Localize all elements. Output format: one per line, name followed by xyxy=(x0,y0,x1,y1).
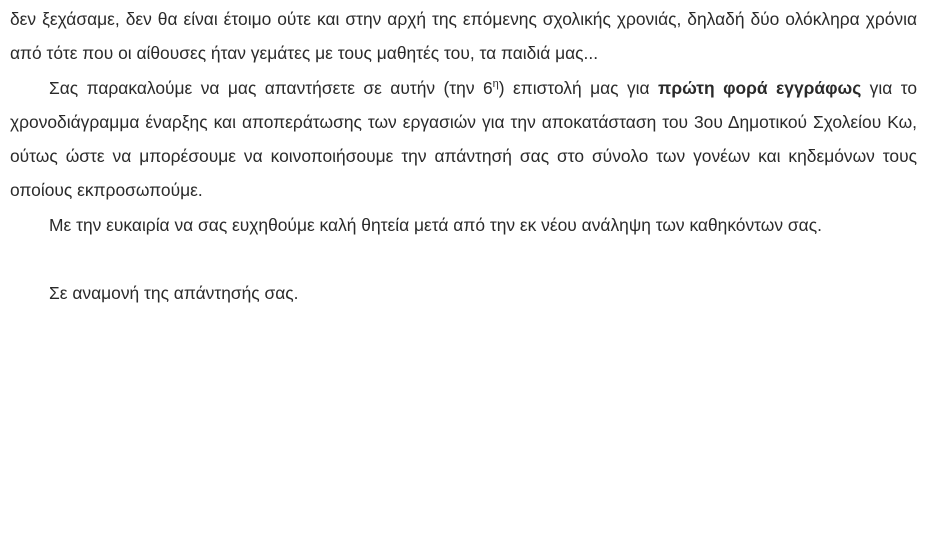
request-text-end: για το χρονοδιάγραμμα έναρξης και αποπεράτωσης των εργασιών για την αποκατάσταση του 3ου Δημοτικού Σχολείου Κω, ούτως ώστε να μπορέσουμε να κοινοποιήσουμε την απάντησή σας στο σύνολο των γονέων και κηδεμόνων τους οποίους εκπροσωπούμε. xyxy=(10,77,918,201)
request-text-start: Σας παρακαλούμε να μας απαντήσετε σε αυτήν (την 6 xyxy=(49,77,493,98)
request-text-middle: ) επιστολή μας για xyxy=(498,77,658,98)
paragraph-request xyxy=(10,71,917,208)
paragraph-wishes: Με την ευκαιρία να σας ευχηθούμε καλή θητεία μετά από την εκ νέου ανάληψη των καθηκόντων σας. xyxy=(49,214,822,235)
paragraph-spacer xyxy=(10,242,917,276)
paragraph-closing: Σε αναμονή της απάντησής σας. xyxy=(49,283,299,304)
emphasis-first-time-written: πρώτη φορά εγγράφως xyxy=(658,77,862,98)
paragraph-continuation: δεν ξεχάσαμε, δεν θα είναι έτοιμο ούτε και στην αρχή της επόμενης σχολικής χρονιάς, δηλαδή δύο ολόκληρα χρόνια από τότε που οι αίθουσες ήταν γεμάτες με τους μαθητές του, τα παιδιά μας... xyxy=(10,9,917,64)
ordinal-superscript: η xyxy=(492,77,499,90)
